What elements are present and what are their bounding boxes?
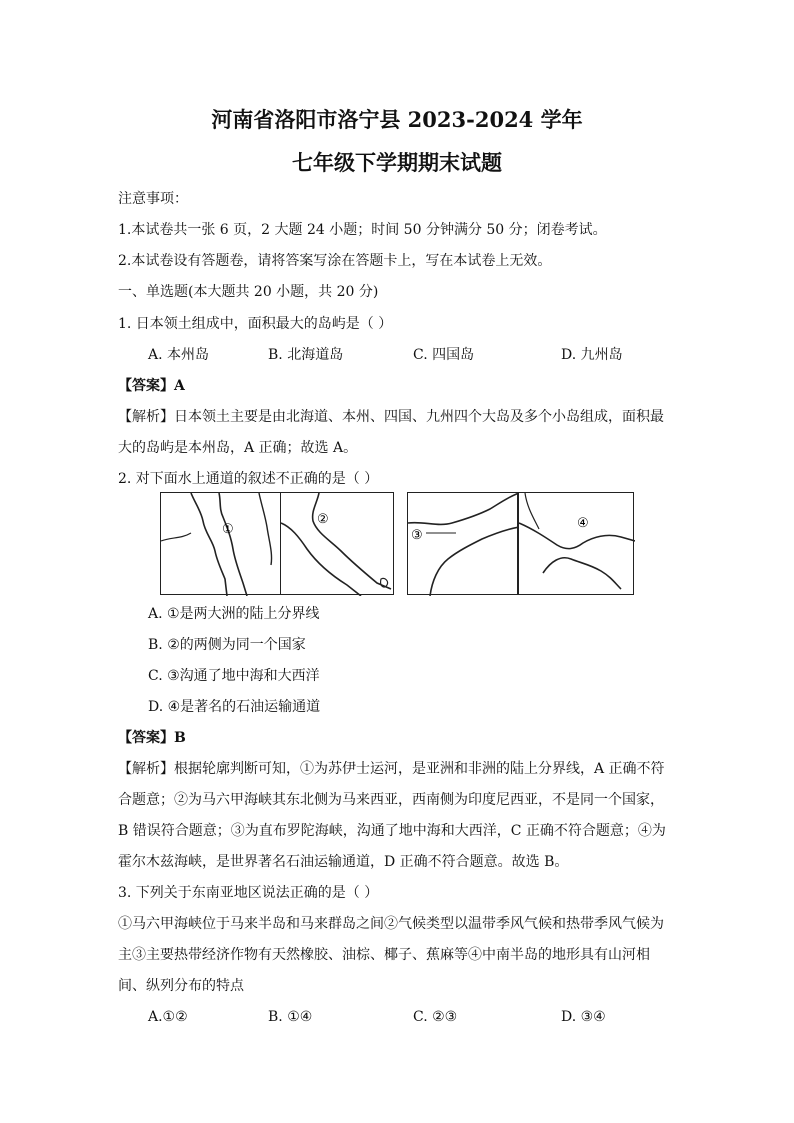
q3-body-line: ①马六甲海峡位于马来半岛和马来群岛之间②气候类型以温带季风气候和热带季风气候为 (118, 916, 664, 932)
q3-option-b: B. ①④ (268, 1009, 313, 1025)
map-outline-hormuz (519, 493, 635, 596)
section-heading: 一、单选题(本大题共 20 小题，共 20 分) (118, 284, 379, 300)
map-label-3: ③ (411, 528, 423, 543)
map-outline-malacca (281, 493, 395, 596)
q2-option-d: D. ④是著名的石油运输通道 (148, 699, 321, 715)
q1-option-b: B. 北海道岛 (268, 347, 344, 363)
map-label-1: ① (222, 522, 234, 537)
q3-option-d: D. ③④ (561, 1009, 606, 1025)
q1-answer: 【答案】A (118, 378, 185, 394)
q1-stem: 1. 日本领土组成中，面积最大的岛屿是（ ） (118, 316, 393, 332)
q2-analysis-line: 合题意；②为马六甲海峡其东北侧为马来西亚，西南侧为印度尼西亚，不是同一个国家， (118, 792, 664, 808)
notes-heading: 注意事项： (118, 191, 188, 207)
map-panel-2 (280, 492, 394, 595)
page-title-line1: 河南省洛阳市洛宁县 2023-2024 学年 (211, 107, 583, 132)
map-outline-gibraltar (408, 493, 519, 596)
q2-analysis-line: B 错误符合题意；③为直布罗陀海峡，沟通了地中海和大西洋，C 正确不符合题意；④为 (118, 823, 666, 839)
map-label-4: ④ (577, 516, 589, 531)
note-2: 2.本试卷设有答题卷，请将答案写涂在答题卡上，写在本试卷上无效。 (118, 253, 552, 269)
map-panel-1 (160, 492, 281, 595)
map-panel-4 (518, 492, 634, 595)
q2-analysis-line: 【解析】根据轮廓判断可知，①为苏伊士运河，是亚洲和非洲的陆上分界线，A 正确不符 (118, 761, 665, 777)
q3-body-line: 间、纵列分布的特点 (118, 978, 244, 994)
q1-option-d: D. 九州岛 (561, 347, 623, 363)
strait-maps-figure (160, 492, 634, 595)
q3-stem: 3. 下列关于东南亚地区说法正确的是（ ） (118, 885, 379, 901)
q2-option-b: B. ②的两侧为同一个国家 (148, 637, 306, 653)
q1-analysis-line: 大的岛屿是本州岛，A 正确；故选 A。 (118, 440, 358, 456)
q3-body-line: 主③主要热带经济作物有天然橡胶、油棕、椰子、蕉麻等④中南半岛的地形具有山河相 (118, 947, 650, 963)
map-label-2: ② (317, 512, 329, 527)
map-panel-3 (407, 492, 518, 595)
q3-option-c: C. ②③ (413, 1009, 458, 1025)
map-outline-suez (161, 493, 282, 596)
q2-option-c: C. ③沟通了地中海和大西洋 (148, 668, 320, 684)
q2-stem: 2. 对下面水上通道的叙述不正确的是（ ） (118, 471, 379, 487)
q3-option-a: A.①② (148, 1009, 188, 1025)
page-title-line2: 七年级下学期期末试题 (292, 150, 502, 175)
q2-option-a: A. ①是两大洲的陆上分界线 (148, 606, 320, 622)
q1-option-c: C. 四国岛 (413, 347, 475, 363)
q1-option-a: A. 本州岛 (148, 347, 210, 363)
note-1: 1.本试卷共一张 6 页，2 大题 24 小题；时间 50 分钟满分 50 分；闭卷考试。 (118, 222, 607, 238)
q2-analysis-line: 霍尔木兹海峡，是世界著名石油运输通道，D 正确不符合题意。故选 B。 (118, 854, 569, 870)
q2-answer: 【答案】B (118, 730, 186, 746)
q1-analysis-line: 【解析】日本领土主要是由北海道、本州、四国、九州四个大岛及多个小岛组成，面积最 (118, 409, 664, 425)
